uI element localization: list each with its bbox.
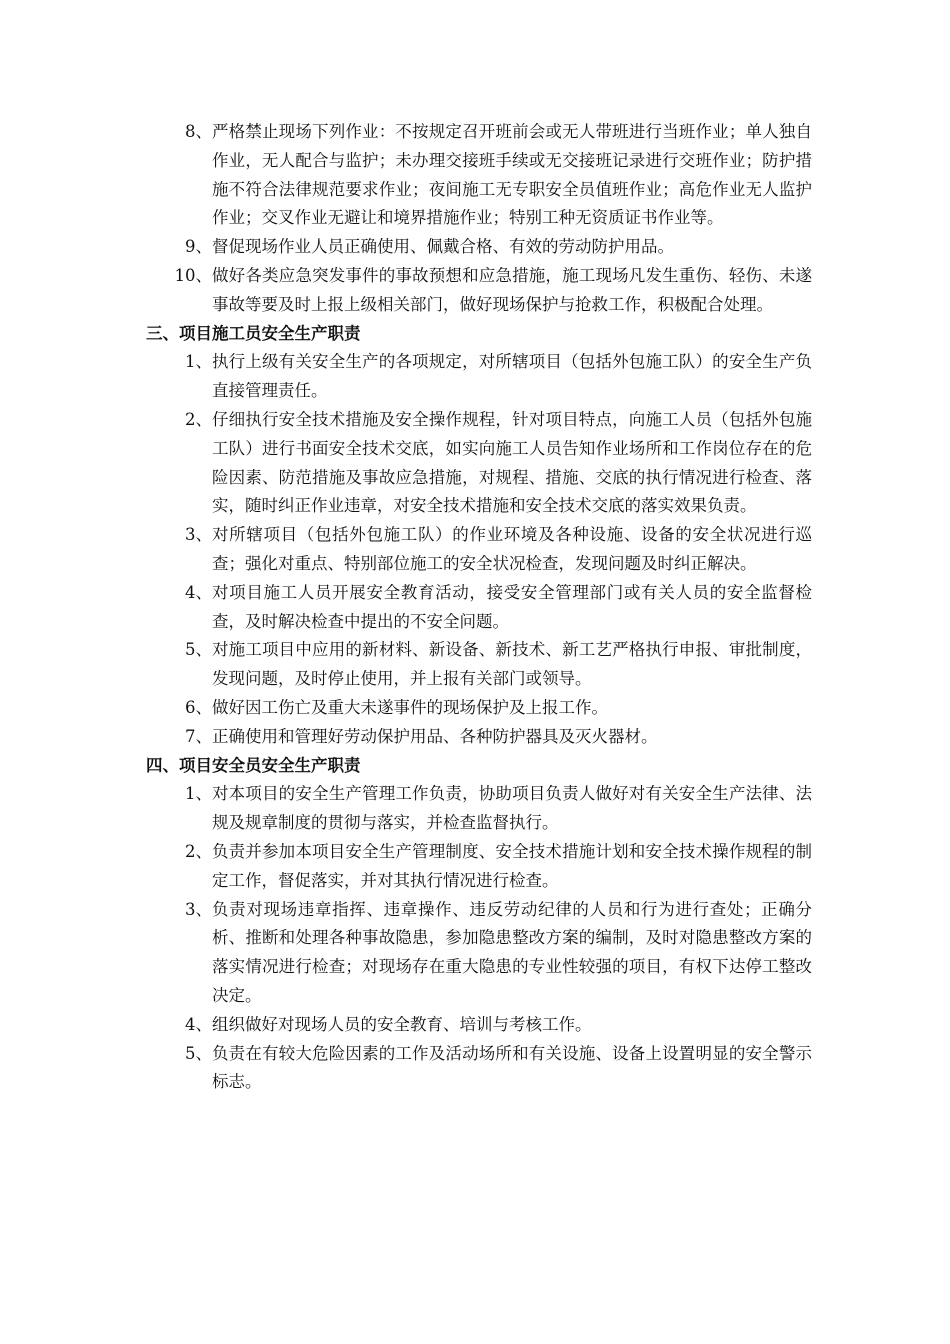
list-item [185, 723, 812, 752]
list-item [185, 694, 812, 723]
item-text: 执行上级有关安全生产的各项规定，对所辖项目（包括外包施工队）的安全生产负直接管理责任。 [212, 352, 812, 401]
item-number: 2、 [185, 409, 212, 429]
item-number: 4、 [185, 582, 212, 602]
list-item [174, 262, 812, 320]
item-number: 7、 [185, 726, 212, 746]
item-text: 对项目施工人员开展安全教育活动，接受安全管理部门或有关人员的安全监督检查，及时解决检查中提出的不安全问题。 [212, 582, 812, 631]
item-text: 对施工项目中应用的新材料、新设备、新技术、新工艺严格执行申报、审批制度，发现问题，及时停止使用，并上报有关部门或领导。 [212, 640, 812, 689]
item-text: 督促现场作业人员正确使用、佩戴合格、有效的劳动防护用品。 [212, 237, 674, 257]
item-number: 1、 [185, 784, 212, 804]
list-item [185, 348, 812, 406]
item-number: 8、 [185, 122, 212, 141]
item-text: 严格禁止现场下列作业：不按规定召开班前会或无人带班进行当班作业；单人独自作业，无人配合与监护；未办理交接班手续或无交接班记录进行交班作业；防护措施不符合法律规范要求作业；夜间施工无专职安全员值班作业；高危作业无人监护作业；交叉作业无避让和境界措施作业；特别工种无资质证书作业等。 [212, 122, 812, 228]
item-text: 做好因工伤亡及重大未遂事件的现场保护及上报工作。 [212, 697, 608, 717]
item-text: 组织做好对现场人员的安全教育、培训与考核工作。 [212, 1014, 592, 1034]
list-item [185, 636, 812, 694]
item-number: 5、 [185, 1043, 212, 1063]
list-item [185, 838, 812, 896]
item-number: 3、 [185, 899, 212, 919]
item-text: 对本项目的安全生产管理工作负责，协助项目负责人做好对有关安全生产法律、法规及规章制度的贯彻与落实，并检查监督执行。 [212, 784, 812, 833]
list-item [185, 521, 812, 579]
document-page [0, 118, 950, 1097]
item-number: 4、 [185, 1014, 212, 1034]
item-number: 1、 [185, 352, 212, 372]
list-item [185, 1011, 812, 1040]
section-heading-4: 四、项目安全员安全生产职责 [146, 755, 361, 775]
list-item [185, 896, 812, 1011]
item-text: 正确使用和管理好劳动保护用品、各种防护器具及灭火器材。 [212, 726, 658, 746]
item-number: 6、 [185, 697, 212, 717]
item-text: 负责并参加本项目安全生产管理制度、安全技术措施计划和安全技术操作规程的制定工作，督促落实，并对其执行情况进行检查。 [212, 841, 812, 890]
item-number: 9、 [185, 237, 212, 257]
item-number: 10、 [174, 265, 212, 285]
item-number: 3、 [185, 525, 212, 545]
list-item [185, 780, 812, 838]
item-text: 对所辖项目（包括外包施工队）的作业环境及各种设施、设备的安全状况进行巡查；强化对重点、特别部位施工的安全状况检查，发现问题及时纠正解决。 [212, 525, 812, 573]
list-item [185, 233, 812, 262]
list-item [185, 118, 812, 233]
list-item [185, 579, 812, 637]
item-text: 负责在有较大危险因素的工作及活动场所和有关设施、设备上设置明显的安全警示标志。 [212, 1043, 812, 1092]
list-item [185, 1040, 812, 1098]
item-number: 5、 [185, 640, 212, 660]
list-item [185, 406, 812, 521]
item-number: 2、 [185, 841, 212, 861]
item-text: 负责对现场违章指挥、违章操作、违反劳动纪律的人员和行为进行查处；正确分析、推断和处理各种事故隐患，参加隐患整改方案的编制，及时对隐患整改方案的落实情况进行检查；对现场存在重大隐患的专业性较强的项目，有权下达停工整改决定。 [212, 899, 812, 1005]
item-text: 做好各类应急突发事件的事故预想和应急措施，施工现场凡发生重伤、轻伤、未遂事故等要及时上报上级相关部门，做好现场保护与抢救工作，积极配合处理。 [212, 265, 812, 314]
item-text: 仔细执行安全技术措施及安全操作规程，针对项目特点，向施工人员（包括外包施工队）进行书面安全技术交底，如实向施工人员告知作业场所和工作岗位存在的危险因素、防范措施及事故应急措施，对规程、措施、交底的执行情况进行检查、落实，随时纠正作业违章，对安全技术措施和安全技术交底的落实效果负责。 [212, 409, 812, 516]
section-heading-3: 三、项目施工员安全生产职责 [146, 323, 361, 343]
